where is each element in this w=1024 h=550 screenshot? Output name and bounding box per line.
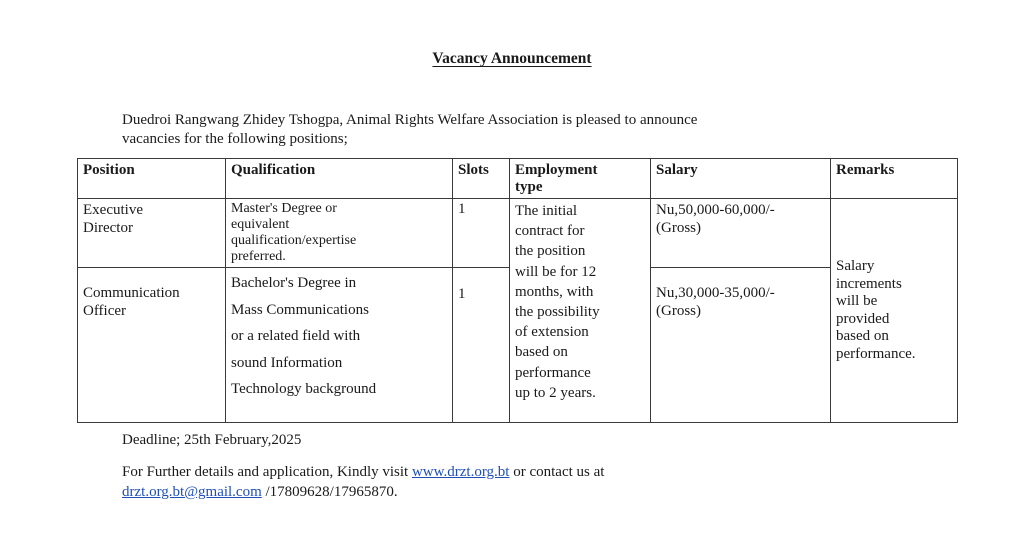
header-salary: Salary	[651, 159, 831, 199]
qualification-cell	[226, 268, 453, 423]
header-position: Position	[78, 159, 226, 199]
header-employment-line-1: Employment	[515, 162, 598, 178]
intro-paragraph	[122, 111, 922, 149]
header-employment-line-2: type	[515, 179, 543, 195]
email-link[interactable]: drzt.org.bt@gmail.com	[122, 484, 262, 500]
table-row	[78, 199, 958, 268]
qualification-line: equivalent	[231, 217, 290, 232]
remarks-line: provided	[836, 310, 890, 327]
position-cell	[78, 199, 226, 268]
salary-amount: Nu,30,000-35,000/-	[656, 285, 775, 301]
qualification-line: preferred.	[231, 249, 286, 264]
table-header-row	[78, 159, 958, 199]
employment-line: the position	[515, 243, 586, 260]
header-qualification: Qualification	[226, 159, 453, 199]
position-line: Officer	[83, 303, 127, 319]
vacancy-table	[77, 158, 958, 423]
remarks-cell	[831, 199, 958, 423]
slots-cell: 1	[453, 199, 510, 268]
employment-line: contract for	[515, 223, 585, 240]
qualification-line: sound Information	[231, 354, 343, 371]
remarks-line: will be	[836, 293, 878, 309]
employment-line: up to 2 years.	[515, 384, 596, 401]
website-link[interactable]: www.drzt.org.bt	[411, 464, 510, 480]
position-cell	[78, 268, 226, 423]
position-line: Communication	[83, 285, 180, 301]
contact-prefix: For Further details and application, Kindly visit	[122, 464, 412, 480]
salary-basis: (Gross)	[656, 303, 701, 319]
employment-line: of extension	[515, 324, 589, 341]
qualification-line: or a related field with	[231, 328, 361, 344]
remarks-line: performance.	[836, 345, 916, 362]
position-line: Executive	[83, 202, 143, 218]
contact-paragraph	[122, 462, 882, 502]
employment-line: based on	[515, 344, 568, 361]
remarks-line: based on	[836, 328, 889, 344]
qualification-line: Master's Degree or	[231, 201, 337, 216]
salary-basis: (Gross)	[656, 220, 701, 236]
deadline-text: Deadline; 25th February,2025	[122, 432, 302, 448]
remarks-line: Salary	[836, 258, 875, 274]
slots-cell: 1	[453, 268, 510, 423]
position-line: Director	[83, 220, 133, 236]
qualification-line: Technology background	[231, 381, 377, 397]
employment-line: performance	[515, 364, 591, 381]
header-slots: Slots	[453, 159, 510, 199]
employment-line: The initial	[515, 203, 578, 219]
qualification-cell	[226, 199, 453, 268]
remarks-line: increments	[836, 275, 902, 292]
contact-middle: or contact us at	[509, 464, 605, 480]
salary-cell	[651, 199, 831, 268]
contact-phones: /17809628/17965870.	[261, 484, 398, 500]
salary-amount: Nu,50,000-60,000/-	[656, 202, 775, 218]
intro-line-2: vacancies for the following positions;	[122, 131, 348, 147]
intro-line-1: Duedroi Rangwang Zhidey Tshogpa, Animal Rights Welfare Association is pleased to announce	[122, 112, 698, 128]
employment-line: will be for 12	[515, 263, 597, 280]
qualification-line: Bachelor's Degree in	[231, 275, 357, 291]
page-title: Vacancy Announcement	[432, 50, 592, 67]
header-remarks: Remarks	[831, 159, 958, 199]
qualification-line: qualification/expertise	[231, 233, 357, 248]
employment-line: months, with	[515, 283, 594, 300]
salary-cell	[651, 268, 831, 423]
employment-type-cell	[510, 199, 651, 423]
employment-line: the possibility	[515, 304, 600, 321]
qualification-line: Mass Communications	[231, 301, 369, 318]
header-employment-type	[510, 159, 651, 199]
